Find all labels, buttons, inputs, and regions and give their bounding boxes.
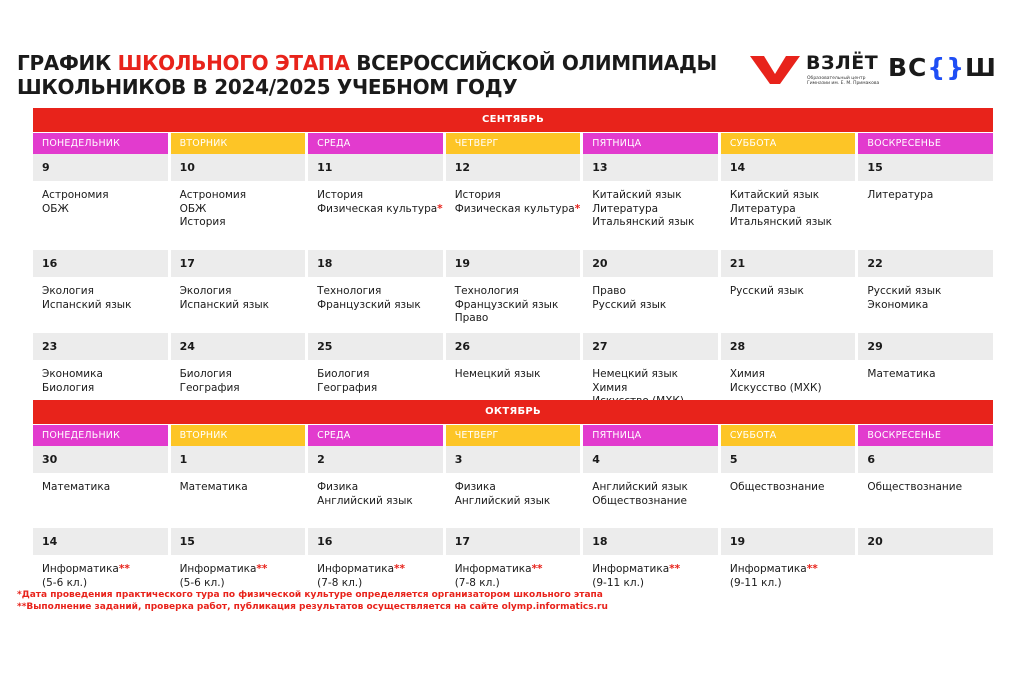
subject-item bbox=[317, 368, 443, 382]
subject-name: Технология bbox=[317, 285, 382, 297]
subject-name: Обществознание bbox=[592, 494, 687, 507]
subject-item bbox=[317, 299, 443, 313]
footnote-physical-education: *Дата проведения практического тура по физической культуре определяется организатором школьного этапа bbox=[17, 590, 603, 600]
day-number: 19 bbox=[721, 528, 856, 555]
day-number: 17 bbox=[446, 528, 581, 555]
footnote-marker: ** bbox=[669, 563, 681, 575]
subject-item bbox=[42, 577, 168, 591]
subject-name: Биология bbox=[317, 368, 370, 380]
day-subjects bbox=[721, 473, 856, 528]
weekday-header: СУББОТА bbox=[721, 133, 856, 154]
day-subjects bbox=[33, 473, 168, 528]
footnote-marker: ** bbox=[256, 563, 268, 575]
subject-name: Информатика bbox=[729, 563, 807, 575]
subject-item bbox=[455, 312, 581, 326]
weekday-header: ЧЕТВЕРГ bbox=[446, 133, 581, 154]
subject-name: География bbox=[179, 381, 240, 394]
day-subjects bbox=[171, 277, 306, 333]
subject-name: Математика bbox=[867, 368, 936, 380]
subject-name: Русский язык bbox=[867, 285, 942, 297]
subject-item bbox=[730, 189, 856, 203]
subject-name: Литература bbox=[867, 189, 934, 201]
subject-item bbox=[867, 481, 993, 495]
day-number: 6 bbox=[858, 446, 993, 473]
day-number: 18 bbox=[308, 250, 443, 277]
subject-item bbox=[867, 285, 993, 299]
month-grid bbox=[33, 425, 993, 611]
subject-item bbox=[42, 563, 168, 577]
day-number: 17 bbox=[171, 250, 306, 277]
day-number: 29 bbox=[858, 333, 993, 360]
subject-name: Обществознание bbox=[867, 481, 963, 493]
weekday-header: ПЯТНИЦА bbox=[583, 425, 718, 446]
weekday-header: ВОСКРЕСЕНЬЕ bbox=[858, 133, 993, 154]
day-subjects bbox=[583, 473, 718, 528]
day-number: 15 bbox=[171, 528, 306, 555]
footnote-informatics: **Выполнение заданий, проверка работ, публикация результатов осуществляется на сайте olymp.informatics.ru bbox=[17, 602, 608, 612]
subject-name: Биология bbox=[179, 368, 232, 380]
day-number: 21 bbox=[721, 250, 856, 277]
subject-name: Право bbox=[592, 285, 626, 297]
subject-item bbox=[180, 299, 306, 313]
vsosh-logo-right: Ш bbox=[965, 53, 997, 82]
weekday-header: СУББОТА bbox=[721, 425, 856, 446]
day-subjects bbox=[858, 555, 993, 611]
day-number: 3 bbox=[446, 446, 581, 473]
subject-item bbox=[592, 189, 718, 203]
subject-item bbox=[42, 189, 168, 203]
subject-name: Английский язык bbox=[317, 494, 413, 507]
month-header: СЕНТЯБРЬ bbox=[33, 108, 993, 132]
subject-name: Биология bbox=[42, 381, 95, 394]
subject-name: Немецкий язык bbox=[592, 368, 679, 380]
subject-name: История bbox=[179, 216, 226, 228]
subject-item bbox=[592, 577, 718, 591]
subject-name: Право bbox=[454, 312, 489, 324]
subject-item bbox=[730, 563, 856, 577]
subject-name: Математика bbox=[179, 481, 248, 493]
subject-name: Химия bbox=[729, 368, 765, 380]
day-subjects bbox=[308, 181, 443, 250]
subject-item bbox=[180, 481, 306, 495]
day-number: 9 bbox=[33, 154, 168, 181]
subject-item bbox=[867, 299, 993, 313]
subject-item bbox=[867, 368, 993, 382]
weekday-header: ПЯТНИЦА bbox=[583, 133, 718, 154]
weekday-header: ПОНЕДЕЛЬНИК bbox=[33, 133, 168, 154]
subject-name: Китайский язык bbox=[592, 189, 682, 201]
day-number: 4 bbox=[583, 446, 718, 473]
vzlet-logo bbox=[750, 52, 880, 86]
subject-name: (9-11 кл.) bbox=[592, 576, 645, 589]
subject-item bbox=[180, 382, 306, 396]
subject-item bbox=[180, 216, 306, 230]
subject-item bbox=[730, 368, 856, 382]
subject-item bbox=[180, 563, 306, 577]
subject-item bbox=[592, 495, 718, 509]
subject-name: Французский язык bbox=[317, 298, 421, 311]
vzlet-logo-subtitle: Образовательный центр Гимназии им. Е. М. Примакова bbox=[807, 76, 880, 86]
subject-item bbox=[42, 382, 168, 396]
subject-name: Физика bbox=[317, 481, 359, 493]
subject-item bbox=[592, 563, 718, 577]
subject-name: (7-8 кл.) bbox=[317, 576, 363, 589]
day-number: 14 bbox=[33, 528, 168, 555]
subject-name: Китайский язык bbox=[729, 189, 820, 201]
subject-item bbox=[455, 189, 581, 203]
footnote-marker: * bbox=[574, 202, 581, 215]
subject-name: Испанский язык bbox=[179, 298, 269, 311]
footnote-marker: ** bbox=[118, 563, 130, 575]
subject-name: Информатика bbox=[179, 563, 257, 575]
subject-item bbox=[730, 382, 856, 396]
subject-item bbox=[455, 203, 581, 217]
day-subjects bbox=[446, 277, 581, 333]
day-number: 28 bbox=[721, 333, 856, 360]
day-subjects bbox=[858, 277, 993, 333]
day-subjects bbox=[171, 181, 306, 250]
subject-name: Английский язык bbox=[454, 494, 551, 507]
subject-item bbox=[42, 203, 168, 217]
subject-name: Литература bbox=[592, 202, 659, 215]
subject-name: Русский язык bbox=[592, 298, 667, 311]
subject-name: Искусство (МХК) bbox=[729, 381, 822, 394]
page-title bbox=[17, 51, 737, 99]
weekday-header: ВТОРНИК bbox=[171, 133, 306, 154]
day-subjects bbox=[583, 277, 718, 333]
day-number: 14 bbox=[721, 154, 856, 181]
subject-name: Физическая культура bbox=[454, 202, 575, 215]
subject-item bbox=[317, 189, 443, 203]
day-number: 5 bbox=[721, 446, 856, 473]
day-number: 2 bbox=[308, 446, 443, 473]
footnote-marker: ** bbox=[531, 563, 543, 575]
vzlet-check-icon bbox=[750, 54, 800, 84]
subject-name: Химия bbox=[592, 381, 628, 394]
day-number: 11 bbox=[308, 154, 443, 181]
subject-item bbox=[592, 216, 718, 230]
subject-name: Русский язык bbox=[729, 285, 804, 297]
subject-item bbox=[42, 368, 168, 382]
subject-item bbox=[42, 285, 168, 299]
footnote-marker: * bbox=[437, 202, 443, 215]
subject-name: Экономика bbox=[867, 298, 929, 311]
subject-name: Итальянский язык bbox=[592, 216, 695, 228]
day-subjects bbox=[583, 181, 718, 250]
subject-name: Математика bbox=[42, 481, 111, 493]
subject-name: География bbox=[317, 381, 378, 394]
title-line-2: ШКОЛЬНИКОВ В 2024/2025 УЧЕБНОМ ГОДУ bbox=[17, 75, 518, 99]
footnotes bbox=[17, 589, 608, 613]
subject-item bbox=[317, 285, 443, 299]
subject-name: (7-8 кл.) bbox=[454, 576, 500, 589]
subject-name: (5-6 кл.) bbox=[179, 576, 225, 589]
subject-item bbox=[180, 189, 306, 203]
day-number: 10 bbox=[171, 154, 306, 181]
subject-item bbox=[42, 299, 168, 313]
day-number: 16 bbox=[33, 250, 168, 277]
day-subjects bbox=[721, 277, 856, 333]
subject-name: Итальянский язык bbox=[729, 216, 832, 228]
subject-item bbox=[455, 285, 581, 299]
subject-item bbox=[592, 481, 718, 495]
subject-item bbox=[455, 299, 581, 313]
weekday-header: СРЕДА bbox=[308, 133, 443, 154]
subject-name: Экология bbox=[179, 285, 232, 297]
title-text-end: ВСЕРОССИЙСКОЙ ОЛИМПИАДЫ bbox=[349, 51, 717, 75]
subject-name: История bbox=[317, 189, 364, 201]
day-subjects bbox=[33, 181, 168, 250]
subject-name: Информатика bbox=[317, 563, 394, 575]
subject-name: Литература bbox=[729, 202, 796, 215]
subject-item bbox=[42, 481, 168, 495]
subject-name: Немецкий язык bbox=[454, 368, 541, 380]
month-grid bbox=[33, 133, 993, 416]
subject-item bbox=[180, 203, 306, 217]
month-header: ОКТЯБРЬ bbox=[33, 400, 993, 424]
subject-item bbox=[730, 285, 856, 299]
subject-name: (5-6 кл.) bbox=[42, 576, 88, 589]
subject-item bbox=[455, 563, 581, 577]
day-number: 23 bbox=[33, 333, 168, 360]
day-subjects bbox=[721, 181, 856, 250]
weekday-header: ВОСКРЕСЕНЬЕ bbox=[858, 425, 993, 446]
day-number: 18 bbox=[583, 528, 718, 555]
subject-item bbox=[867, 189, 993, 203]
day-subjects bbox=[446, 473, 581, 528]
subject-name: Астрономия bbox=[42, 189, 109, 201]
subject-item bbox=[180, 577, 306, 591]
day-number: 19 bbox=[446, 250, 581, 277]
subject-name: Физическая культура bbox=[317, 202, 438, 215]
subject-item bbox=[317, 495, 443, 509]
subject-name: ОБЖ bbox=[42, 202, 69, 215]
day-subjects bbox=[858, 181, 993, 250]
subject-name: Обществознание bbox=[729, 481, 825, 493]
subject-item bbox=[455, 481, 581, 495]
footnote-marker: ** bbox=[394, 563, 405, 575]
vsosh-logo bbox=[888, 53, 997, 82]
day-number: 15 bbox=[858, 154, 993, 181]
day-number: 1 bbox=[171, 446, 306, 473]
day-number: 22 bbox=[858, 250, 993, 277]
subject-item bbox=[592, 382, 718, 396]
subject-item bbox=[730, 577, 856, 591]
subject-name: Информатика bbox=[592, 563, 670, 575]
day-number: 20 bbox=[858, 528, 993, 555]
subject-item bbox=[180, 368, 306, 382]
weekday-header: СРЕДА bbox=[308, 425, 443, 446]
subject-name: Астрономия bbox=[179, 189, 247, 201]
day-number: 20 bbox=[583, 250, 718, 277]
vzlet-logo-word: ВЗЛЁТ bbox=[806, 52, 879, 74]
subject-item bbox=[592, 285, 718, 299]
subject-item bbox=[592, 368, 718, 382]
vsosh-logo-left: ВС bbox=[888, 53, 928, 82]
subject-item bbox=[317, 481, 443, 495]
subject-name: История bbox=[454, 189, 501, 201]
subject-name: Информатика bbox=[42, 563, 119, 575]
day-subjects bbox=[33, 277, 168, 333]
day-number: 25 bbox=[308, 333, 443, 360]
subject-item bbox=[317, 203, 443, 217]
subject-name: Физика bbox=[454, 481, 496, 493]
day-subjects bbox=[308, 473, 443, 528]
day-number: 27 bbox=[583, 333, 718, 360]
subject-name: Английский язык bbox=[592, 481, 688, 493]
subject-name: Французский язык bbox=[454, 298, 559, 311]
subject-item bbox=[455, 495, 581, 509]
day-number: 24 bbox=[171, 333, 306, 360]
subject-name: Испанский язык bbox=[42, 298, 132, 311]
day-subjects bbox=[858, 473, 993, 528]
day-subjects bbox=[446, 181, 581, 250]
subject-item bbox=[730, 481, 856, 495]
subject-name: Информатика bbox=[454, 563, 532, 575]
day-subjects bbox=[308, 277, 443, 333]
weekday-header: ВТОРНИК bbox=[171, 425, 306, 446]
subject-item bbox=[455, 577, 581, 591]
subject-item bbox=[317, 563, 443, 577]
day-number: 26 bbox=[446, 333, 581, 360]
day-subjects bbox=[721, 555, 856, 611]
subject-item bbox=[455, 368, 581, 382]
day-number: 12 bbox=[446, 154, 581, 181]
vsosh-logo-brackets: {} bbox=[927, 53, 966, 82]
subject-name: ОБЖ bbox=[179, 202, 207, 215]
subject-item bbox=[317, 577, 443, 591]
subject-name: (9-11 кл.) bbox=[729, 576, 782, 589]
day-subjects bbox=[171, 473, 306, 528]
title-line-1 bbox=[17, 51, 737, 75]
subject-name: Технология bbox=[454, 285, 519, 297]
weekday-header: ПОНЕДЕЛЬНИК bbox=[33, 425, 168, 446]
day-number: 13 bbox=[583, 154, 718, 181]
subject-item bbox=[730, 203, 856, 217]
subject-item bbox=[180, 285, 306, 299]
subject-item bbox=[730, 216, 856, 230]
subject-item bbox=[592, 299, 718, 313]
footnote-marker: ** bbox=[806, 563, 818, 575]
subject-name: Экология bbox=[42, 285, 94, 297]
subject-item bbox=[592, 203, 718, 217]
title-text: ГРАФИК bbox=[17, 51, 118, 75]
title-highlight: ШКОЛЬНОГО ЭТАПА bbox=[117, 51, 350, 75]
subject-name: Экономика bbox=[42, 368, 103, 380]
weekday-header: ЧЕТВЕРГ bbox=[446, 425, 581, 446]
subject-item bbox=[317, 382, 443, 396]
day-number: 30 bbox=[33, 446, 168, 473]
day-number: 16 bbox=[308, 528, 443, 555]
